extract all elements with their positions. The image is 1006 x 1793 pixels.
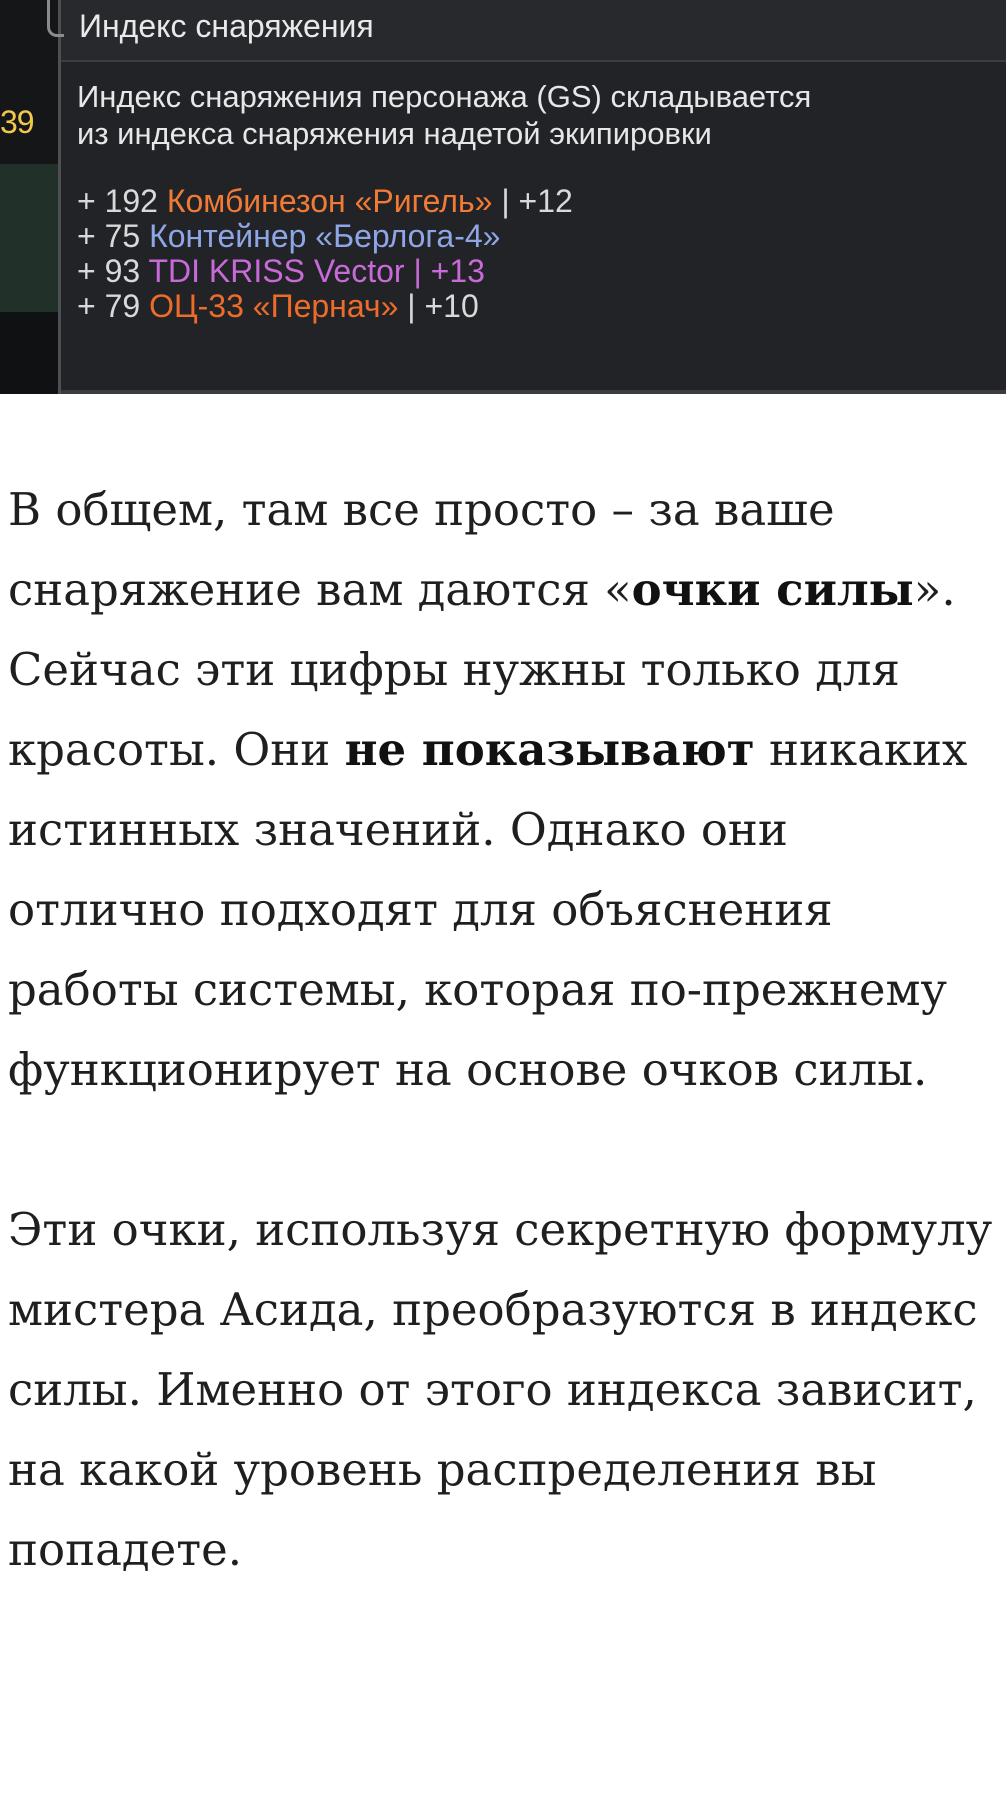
gear-item-row bbox=[77, 254, 573, 289]
article-body bbox=[8, 470, 998, 1590]
gear-item-score: + 79 bbox=[77, 288, 141, 324]
gear-item-name: Комбинезон «Ригель» bbox=[166, 183, 493, 219]
emphasis-not-showing: не показывают bbox=[344, 723, 755, 776]
paragraph-text: В общем, там все просто – за ваше снаряжение вам даются « bbox=[8, 483, 835, 616]
paragraph-text: ». Сейчас эти цифры нужны только для красоты. Они bbox=[8, 563, 956, 776]
slot-background-dark bbox=[0, 312, 58, 394]
level-number: 39 bbox=[0, 104, 34, 140]
gear-item-row bbox=[77, 219, 573, 254]
gear-item-score: + 93 bbox=[77, 253, 141, 289]
tooltip-description bbox=[77, 78, 811, 152]
paragraph-text: никаких истинных значений. Однако они отлично подходят для объяснения работы системы, которая по-прежнему функционирует на основе очков силы. bbox=[8, 723, 968, 1096]
gear-item-name: ОЦ-33 «Пернач» bbox=[149, 288, 399, 324]
description-line: Индекс снаряжения персонажа (GS) складывается bbox=[77, 79, 812, 114]
gear-item-score: + 192 bbox=[77, 183, 158, 219]
article-paragraph bbox=[8, 470, 998, 1110]
inventory-side-panel bbox=[0, 0, 58, 394]
emphasis-power-points: очки силы bbox=[631, 563, 914, 616]
tooltip-body bbox=[61, 62, 1006, 392]
gear-item-bonus: +10 bbox=[424, 288, 479, 324]
gear-item-row bbox=[77, 289, 573, 324]
gear-item-score: + 75 bbox=[77, 218, 141, 254]
tooltip-bottom-border bbox=[61, 390, 1006, 394]
game-screenshot bbox=[0, 0, 1006, 394]
gear-item-bonus: +13 bbox=[430, 253, 485, 289]
tooltip-header bbox=[61, 0, 1006, 62]
article-paragraph: Эти очки, используя секретную формулу мистера Асида, преобразуются в индекс силы. Именно от этого индекса зависит, на какой уровень распределения вы попадете. bbox=[8, 1203, 993, 1576]
gear-item-separator: | bbox=[501, 183, 510, 219]
gear-item-bonus: +12 bbox=[518, 183, 573, 219]
gear-item-separator: | bbox=[413, 253, 422, 289]
tooltip-title: Индекс снаряжения bbox=[79, 8, 374, 44]
slot-background bbox=[0, 164, 58, 312]
gear-score-list bbox=[77, 184, 573, 324]
gear-item-row bbox=[77, 184, 573, 219]
description-line: из индекса снаряжения надетой экипировки bbox=[77, 116, 712, 151]
gear-item-name: Контейнер «Берлога-4» bbox=[149, 218, 501, 254]
tooltip-pointer-icon bbox=[47, 0, 64, 37]
gear-item-name: TDI KRISS Vector bbox=[148, 253, 405, 289]
gear-item-separator: | bbox=[407, 288, 416, 324]
